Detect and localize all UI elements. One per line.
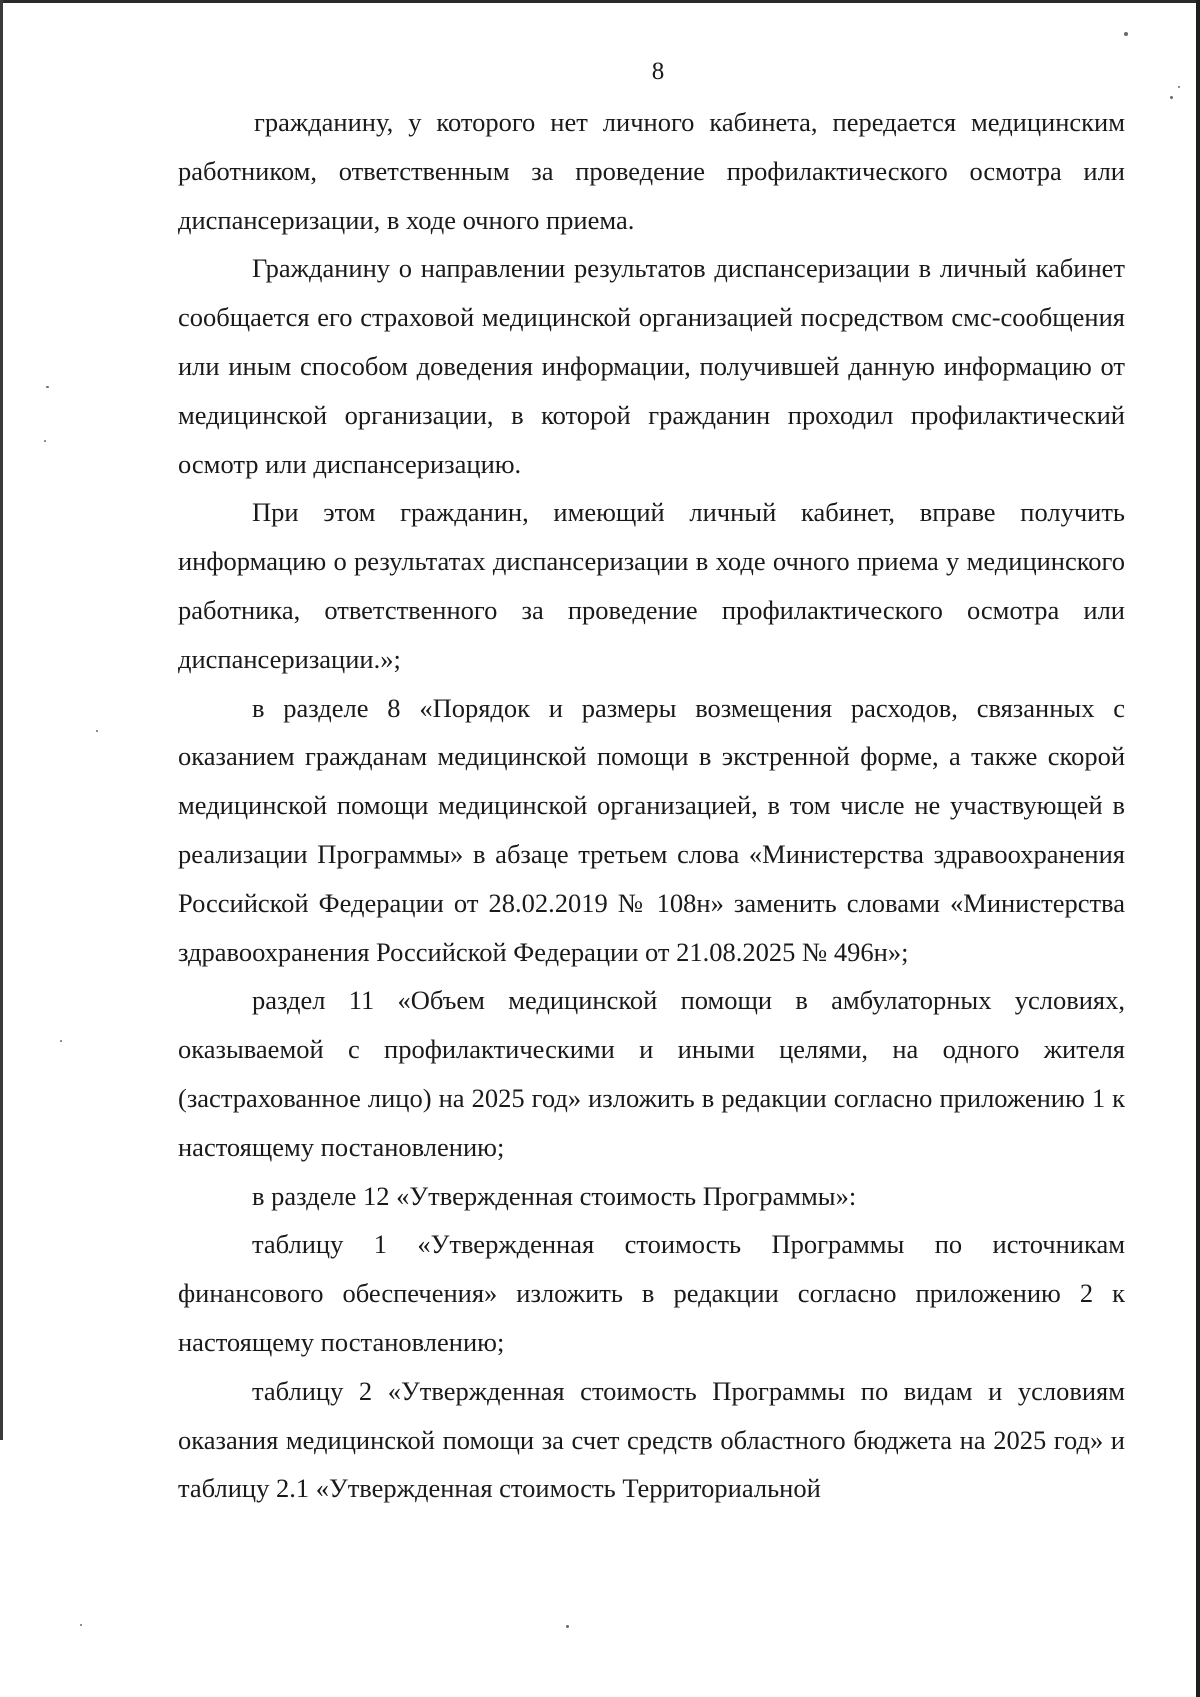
paragraph-personal-cabinet: При этом гражданин, имеющий личный кабинет, вправе получить информацию о результатах диспансеризации в ходе очного приема у медицинского работника, ответственного за проведение профилактического осмотра или диспансеризации.»; — [178, 497, 1125, 674]
scan-speck — [1178, 86, 1180, 88]
scan-right-edge — [1196, 0, 1200, 1697]
paragraph-continuation: гражданину, у которого нет личного кабинета, передается медицинским работником, ответственным за проведение профилактического осмотра или диспансеризации, в ходе очного приема. — [178, 107, 1125, 235]
paragraph-table-1: таблицу 1 «Утвержденная стоимость Программы по источникам финансового обеспечения» изложить в редакции согласно приложению 2 к настоящему постановлению; — [178, 1229, 1125, 1357]
paragraph-table-2: таблицу 2 «Утвержденная стоимость Программы по видам и условиям оказания медицинской помощи за счет средств областного бюджета на 2025 год» и таблицу 2.1 «Утвержденная стоимость Территориальной — [178, 1375, 1125, 1504]
scan-speck — [1170, 96, 1173, 99]
paragraph-notification: Гражданину о направлении результатов диспансеризации в личный кабинет сообщается его страховой медицинской организацией посредством смс-сообщения или иным способом доведения информации, получившей данную информацию от медицинской организации, в которой гражданин проходил профилактический осмотр или диспансеризацию. — [178, 253, 1125, 479]
paragraph-section-12: в разделе 12 «Утвержденная стоимость Программы»: — [252, 1180, 857, 1211]
paragraph-section-11: раздел 11 «Объем медицинской помощи в амбулаторных условиях, оказываемой с профилактическими и иными целями, на одного жителя (застрахованное лицо) на 2025 год» изложить в редакции согласно приложению 1 к настоящему постановлению; — [178, 985, 1125, 1162]
scan-speck — [80, 1624, 82, 1626]
scan-speck — [44, 440, 46, 442]
document-body — [178, 98, 1125, 1513]
scan-speck — [566, 1625, 569, 1628]
scan-speck — [96, 730, 98, 732]
paragraph-section-8: в разделе 8 «Порядок и размеры возмещения расходов, связанных с оказанием гражданам медицинской помощи в экстренной форме, а также скорой медицинской помощи медицинской организацией, в том числе не участвующей в реализации Программы» в абзаце третьем слова «Министерства здравоохранения Российской Федерации от 28.02.2019 № 108н» заменить словами «Министерства здравоохранения Российской Федерации от 21.08.2025 № 496н»; — [178, 692, 1125, 967]
page-number: 8 — [651, 58, 665, 85]
scan-speck — [60, 1040, 62, 1042]
scan-speck — [1124, 32, 1128, 36]
scan-speck — [46, 386, 49, 388]
scan-left-edge — [0, 0, 3, 1440]
scan-top-edge — [0, 0, 1200, 3]
